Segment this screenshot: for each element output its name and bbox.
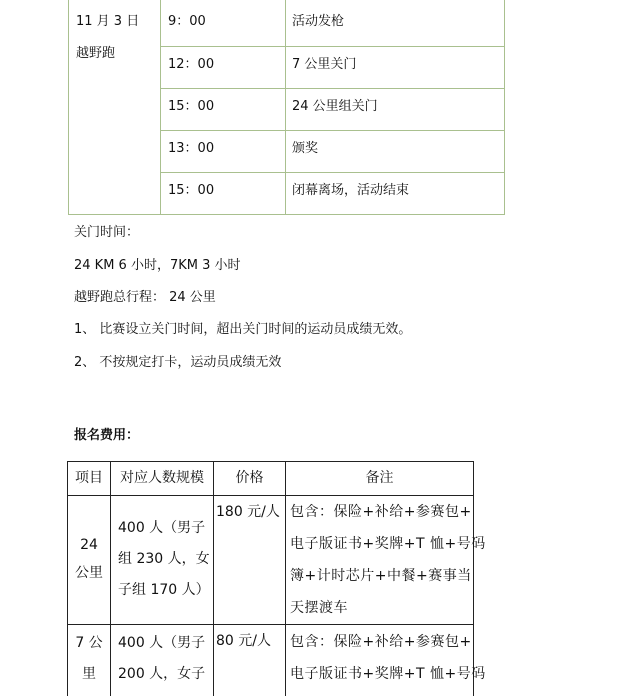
fees-item: 24 公里	[75, 537, 103, 581]
cutoff-detail: 24 KM 6 小时，7KM 3 小时	[74, 258, 241, 273]
schedule-event: 越野跑	[76, 46, 116, 61]
fees-header-scale: 对应人数规模	[120, 470, 204, 486]
fees-heading: 报名费用：	[74, 428, 140, 443]
schedule-time: 13：00	[168, 141, 215, 156]
fees-header-item: 项目	[75, 470, 103, 486]
cutoff-title: 关门时间：	[74, 225, 140, 240]
fees-price: 180 元/人	[216, 504, 280, 520]
fees-remark: 包含：保险+补给+参赛包+ 电子版证书+奖牌+T 恤+号码	[290, 634, 486, 682]
rule-2: 2、 不按规定打卡，运动员成绩无效	[74, 355, 282, 370]
schedule-date: 11 月 3 日	[76, 14, 140, 29]
schedule-time: 9：00	[168, 14, 206, 29]
schedule-desc: 24 公里组关门	[292, 99, 378, 114]
total-distance: 越野跑总行程： 24 公里	[74, 290, 216, 305]
rule-1: 1、 比赛设立关门时间，超出关门时间的运动员成绩无效。	[74, 322, 412, 337]
fees-header-price: 价格	[235, 470, 264, 486]
schedule-desc: 活动发枪	[292, 14, 345, 29]
schedule-desc: 7 公里关门	[292, 57, 357, 72]
schedule-desc: 颁奖	[292, 141, 319, 156]
fees-header-remark: 备注	[365, 470, 394, 486]
schedule-time: 15：00	[168, 99, 215, 114]
fees-item: 7 公 里	[75, 635, 103, 682]
schedule-time: 15：00	[168, 183, 215, 198]
fees-scale: 400 人（男子 200 人，女子	[118, 635, 206, 682]
schedule-desc: 闭幕离场，活动结束	[292, 183, 410, 198]
fees-scale: 400 人（男子 组 230 人，女 子组 170 人）	[118, 520, 210, 598]
fees-price: 80 元/人	[216, 633, 271, 649]
schedule-time: 12：00	[168, 57, 215, 72]
fees-remark: 包含：保险+补给+参赛包+ 电子版证书+奖牌+T 恤+号码 簿+计时芯片+中餐+赛事当 天摆渡车	[290, 504, 486, 616]
